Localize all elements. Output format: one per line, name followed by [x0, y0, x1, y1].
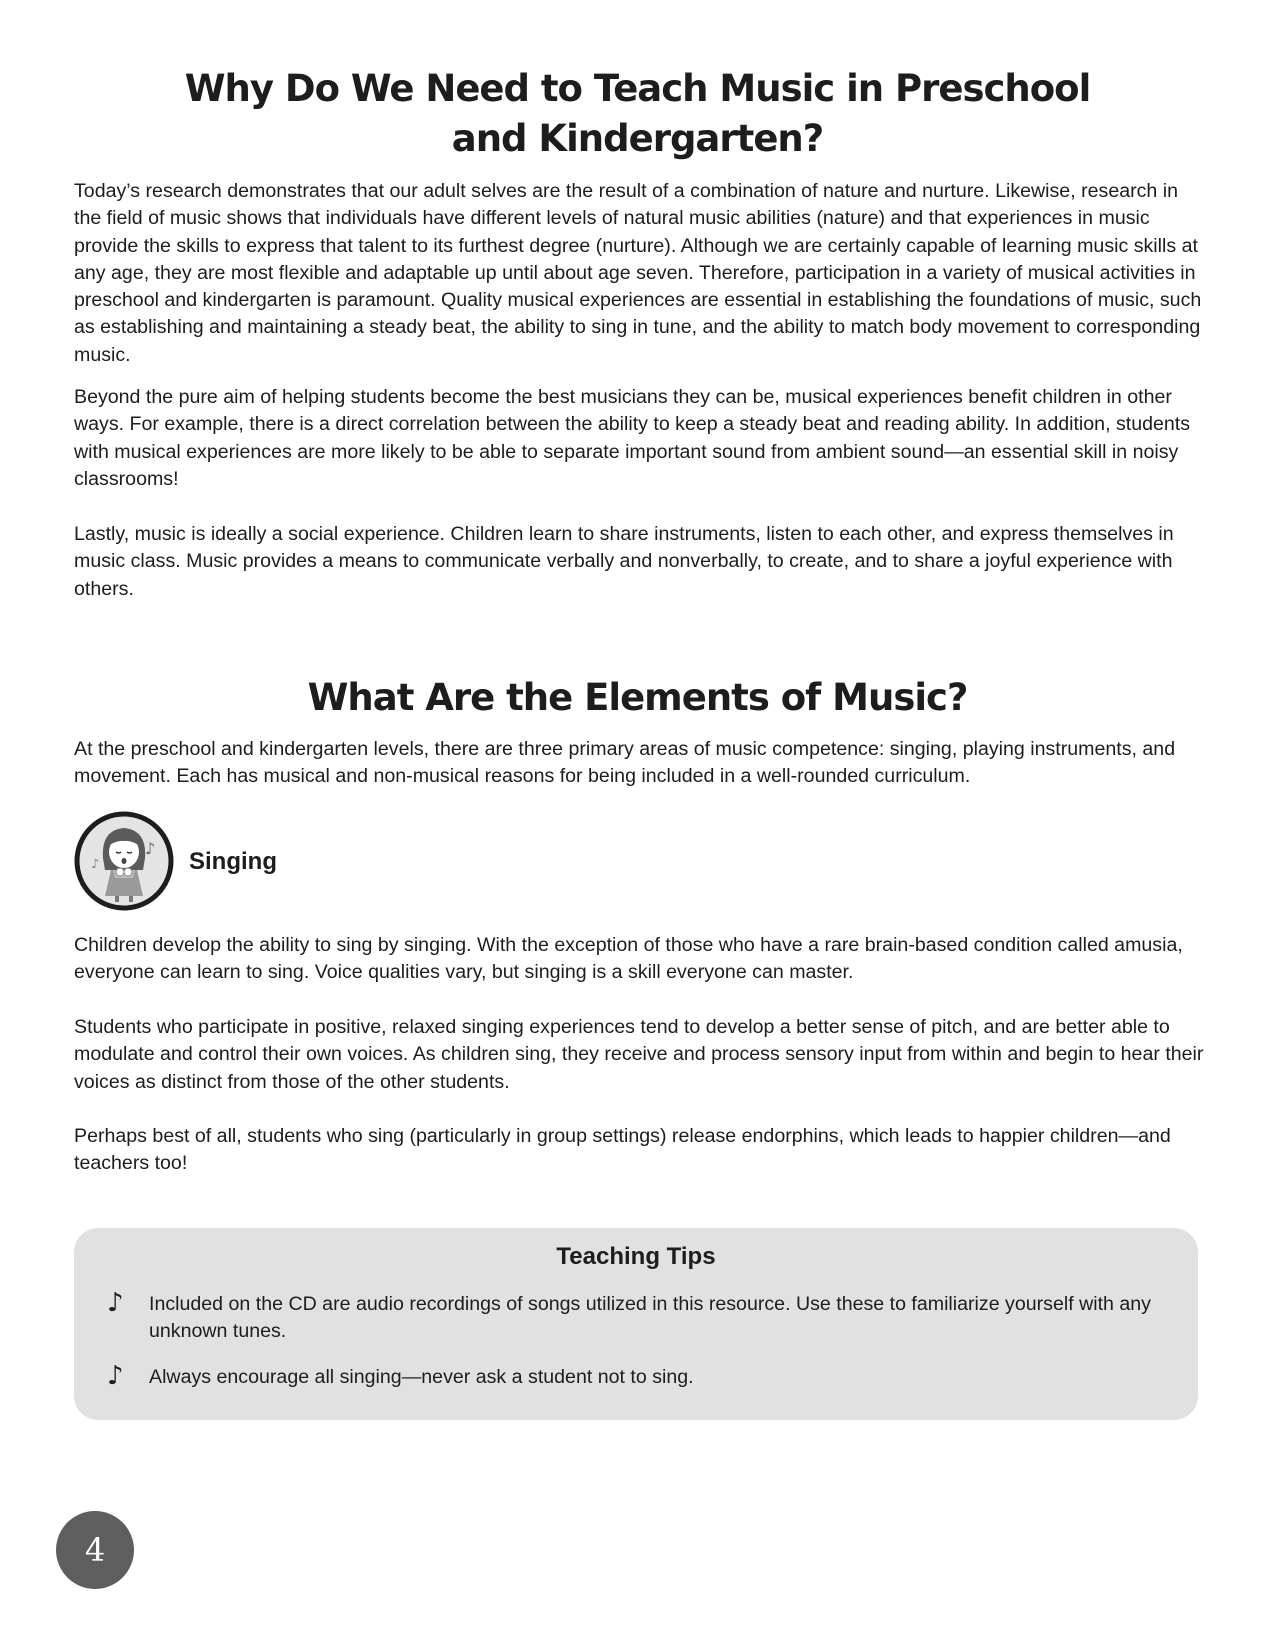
paragraph-singing-pitch: Students who participate in positive, relaxed singing experiences tend to develop a better sense of pitch, and are better able to modulate and control their own voices. As children sing, they receive and process sensory input from within and begin to hear their voices as distinct from those of the other students.: [74, 1016, 1204, 1093]
paragraph-elements-intro: At the preschool and kindergarten levels, there are three primary areas of music competence: singing, playing instruments, and movement. Each has musical and non-musical reasons for being included in a well-rounded curriculum.: [74, 738, 1176, 788]
svg-text:♪: ♪: [91, 857, 100, 872]
section-title-why-teach-music: [0, 64, 1275, 164]
teaching-tips-box: [74, 1228, 1198, 1420]
page-number-badge: 4: [56, 1511, 134, 1589]
section-title-elements-of-music: What Are the Elements of Music?: [307, 676, 968, 719]
singing-heading: Singing: [189, 848, 277, 875]
music-note-bullet-icon: ♪: [107, 1288, 124, 1318]
singing-girl-icon: [73, 810, 175, 912]
teaching-tips-title: Teaching Tips: [556, 1243, 716, 1270]
music-note-bullet-icon: ♪: [107, 1361, 124, 1391]
title-line-2: and Kindergarten?: [451, 117, 824, 160]
paragraph-nature-nurture: Today’s research demonstrates that our adult selves are the result of a combination of nature and nurture. Likewise, research in the field of music shows that individuals have different levels of natural music abilities (nature) and that experiences in music provide the skills to express that talent to its furthest degree (nurture). Although we are certainly capable of learning music skills at any age, they are most flexible and adaptable up until about age seven. Therefore, participation in a variety of musical activities in preschool and kindergarten is paramount. Quality musical experiences are essential in establishing the foundations of music, such as establishing and maintaining a steady beat, the ability to sing in tune, and the ability to match body movement to corresponding music.: [74, 180, 1202, 366]
title-line-1: Why Do We Need to Teach Music in Preschool: [184, 67, 1091, 110]
tip-text: Always encourage all singing—never ask a student not to sing.: [149, 1366, 694, 1388]
paragraph-singing-endorphins: Perhaps best of all, students who sing (particularly in group settings) release endorphins, which leads to happier children—and teachers too!: [74, 1125, 1171, 1175]
tip-text: Included on the CD are audio recordings of songs utilized in this resource. Use these to familiarize yourself with any unknown tunes.: [149, 1293, 1151, 1343]
paragraph-social-experience: Lastly, music is ideally a social experience. Children learn to share instruments, listen to each other, and express themselves in music class. Music provides a means to communicate verbally and nonverbally, to create, and to share a joyful experience with others.: [74, 523, 1174, 600]
paragraph-singing-ability: Children develop the ability to sing by singing. With the exception of those who have a rare brain-based condition called amusia, everyone can learn to sing. Voice qualities vary, but singing is a skill everyone can master.: [74, 934, 1183, 984]
svg-text:♪: ♪: [145, 839, 156, 858]
paragraph-other-benefits: Beyond the pure aim of helping students become the best musicians they can be, musical experiences benefit children in other ways. For example, there is a direct correlation between the ability to keep a steady beat and reading ability. In addition, students with musical experiences are more likely to be able to separate important sound from ambient sound—an essential skill in noisy classrooms!: [74, 386, 1191, 490]
